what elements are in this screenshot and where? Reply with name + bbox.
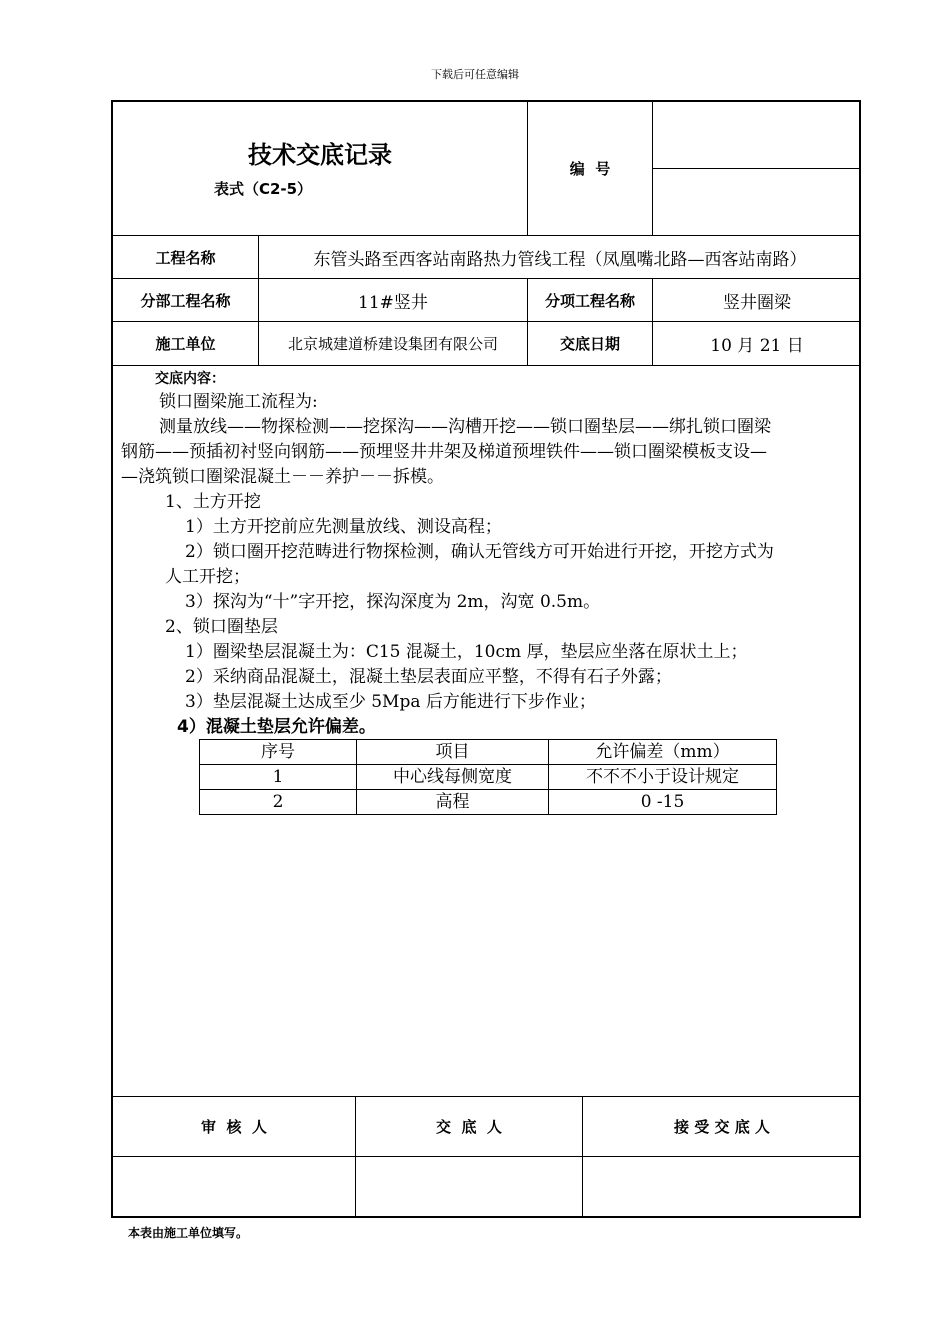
discloser-signature-field[interactable] — [356, 1157, 582, 1217]
content-heading: 交底内容： — [155, 371, 225, 387]
content-line: 2）采纳商品混凝土，混凝土垫层表面应平整，不得有石子外露； — [185, 667, 672, 687]
footer-note: 本表由施工单位填写。 — [128, 1226, 249, 1240]
content-line: 4）混凝土垫层允许偏差。 — [177, 717, 376, 737]
tolerance-table — [199, 739, 777, 815]
number-label: 编 号 — [569, 160, 611, 178]
content-line: 2）锁口圈开挖范畴进行物探检测，确认无管线方可开始进行开挖，开挖方式为 — [185, 542, 774, 562]
date-value: 10 月 21 日 — [710, 336, 804, 356]
sub-project-label: 分部工程名称 — [140, 291, 231, 310]
project-name-value: 东管头路至西客站南路热力管线工程（凤凰嘴北路—西客站南路） — [313, 249, 807, 270]
form-title: 技术交底记录 — [248, 140, 392, 169]
content-line: 钢筋——预插初衬竖向钢筋——预埋竖井井架及梯道预埋铁件——锁口圈梁模板支设— — [121, 442, 767, 462]
table-cell: 2 — [200, 790, 357, 815]
number-value-1[interactable] — [653, 102, 861, 168]
content-line: 3）垫层混凝土达成至少 5Mpa 后方能进行下步作业； — [185, 692, 596, 712]
receiver-label: 接 受 交 底 人 — [674, 1117, 770, 1136]
table-header-row — [200, 740, 777, 765]
content-line: 锁口圈梁施工流程为: — [159, 392, 318, 412]
content-line: 测量放线——物探检测——挖探沟——沟槽开挖——锁口圈垫层——绑扎锁口圈梁 — [159, 417, 771, 437]
table-cell: 中心线每侧宽度 — [357, 765, 549, 790]
content-line: 1）圈梁垫层混凝土为：C15 混凝土，10cm 厚，垫层应坐落在原状土上； — [185, 642, 748, 662]
table-row — [200, 790, 777, 815]
header-note: 下载后可任意编辑 — [431, 68, 519, 81]
contractor-label: 施工单位 — [155, 335, 216, 353]
table-cell: 1 — [200, 765, 357, 790]
disclosure-form — [111, 100, 861, 1218]
table-header: 允许偏差（mm） — [549, 740, 777, 765]
discloser-label: 交 底 人 — [436, 1117, 502, 1136]
receiver-signature-field[interactable] — [583, 1157, 861, 1217]
item-project-value: 竖井圈梁 — [723, 292, 791, 313]
section-heading: 1、土方开挖 — [165, 492, 261, 512]
item-project-label: 分项工程名称 — [544, 291, 635, 310]
table-cell: 不不不小于设计规定 — [549, 765, 777, 790]
contractor-value: 北京城建道桥建设集团有限公司 — [287, 335, 498, 353]
section-heading: 2、锁口圈垫层 — [165, 617, 278, 637]
content-line: 3）探沟为“十”字开挖，探沟深度为 2m，沟宽 0.5m。 — [185, 592, 601, 612]
content-line: 人工开挖； — [165, 567, 250, 587]
table-cell: 高程 — [357, 790, 549, 815]
form-subtitle: 表式（C2-5） — [213, 179, 313, 198]
sub-project-value: 11#竖井 — [358, 292, 428, 313]
content-line: 1）土方开挖前应先测量放线、测设高程； — [185, 517, 502, 537]
reviewer-signature-field[interactable] — [113, 1157, 355, 1217]
table-header: 项目 — [357, 740, 549, 765]
table-header: 序号 — [200, 740, 357, 765]
table-row — [200, 765, 777, 790]
project-name-label: 工程名称 — [155, 248, 216, 267]
table-cell: 0 -15 — [549, 790, 777, 815]
reviewer-label: 审 核 人 — [201, 1117, 267, 1136]
date-label: 交底日期 — [559, 335, 620, 353]
number-value-2[interactable] — [653, 169, 861, 235]
content-line: —浇筑锁口圈梁混凝土－－养护－－拆模。 — [121, 467, 444, 487]
